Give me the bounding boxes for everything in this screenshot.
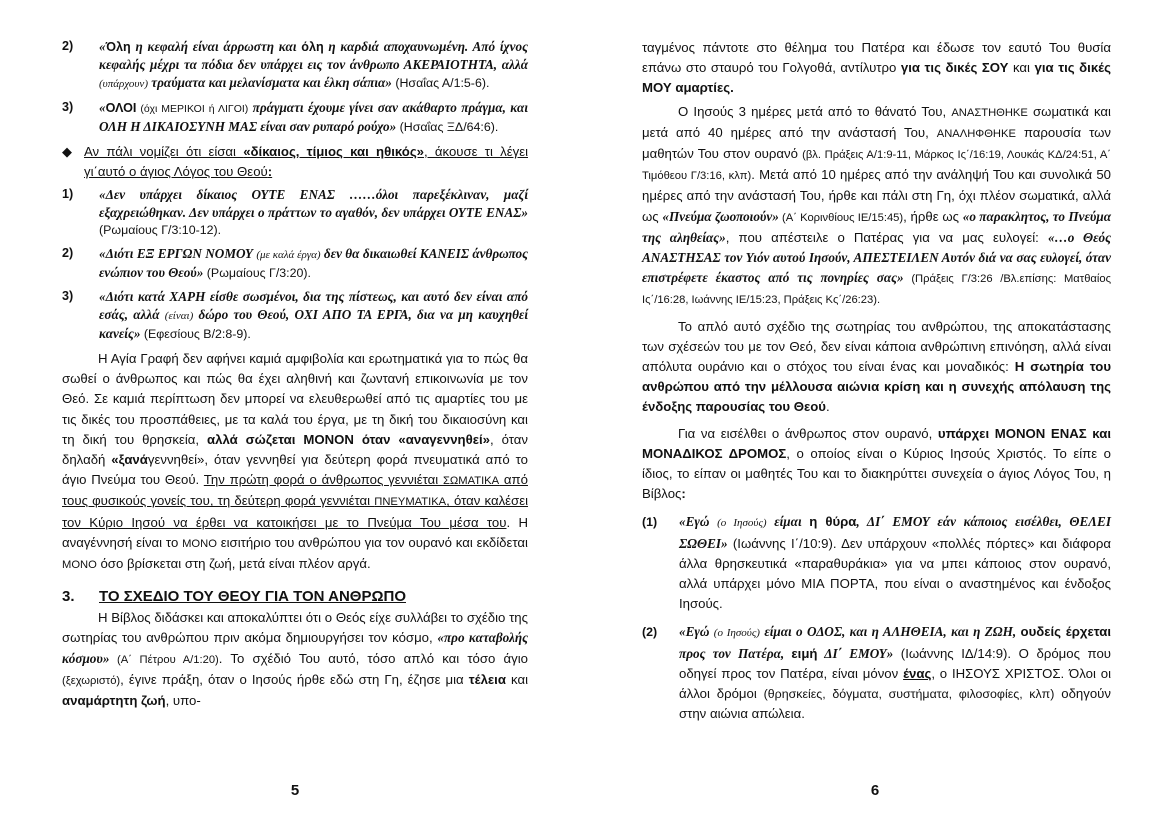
bullet-text — [84, 142, 528, 182]
text-run: παρουσία των μαθητών Του στον ουρανό — [642, 124, 1111, 162]
numbered-item — [62, 245, 528, 282]
text-run: για τις δικές ΜΟΥ αμαρτίες. — [642, 60, 1111, 96]
text-run: «…ο Θεός ΑΝΑΣΤΗΣΑΣ τον Υιόν αυτού Ιησούν, ΑΠΕΣΤΕΙΛΕΝ Αυτόν διά να σας ευλογεί, όταν επιστρέφετε έκαστος από τις πονηρίες σας» — [642, 229, 1111, 286]
item-number: 2) — [62, 39, 74, 53]
numbered-item — [62, 186, 528, 239]
text-run: «Διότι κατά ΧΑΡΗ είσθε σωσμένοι, δια της πίστεως, και αυτό δεν είναι από εσάς, αλλά — [99, 289, 528, 322]
text-run: από τους φυσικούς γονείς του, τη δεύτερη φορά γεννιέται — [62, 472, 528, 509]
text-run: ΟΛΟΙ — [105, 101, 137, 115]
text-run: εισιτήριο του ανθρώπου για τον ουρανό και εκδίδεται — [216, 534, 528, 550]
text-run: για τις δικές ΣΟΥ — [900, 60, 1009, 76]
numbered-item — [642, 622, 1111, 724]
text-run: (Ησαΐας Α/1:5-6). — [391, 76, 490, 90]
text-run: είμαι — [766, 514, 810, 530]
text-run: (βλ. Πράξεις Α/1:9-11, Μάρκος Ις΄/16:19, Λουκάς ΚΔ/24:51, Α΄ Τιμόθεου Γ/3:16, κλπ) — [642, 149, 1112, 183]
bullet-point — [62, 142, 528, 182]
text-run: , ο οποίος είναι ο Κύριος Ιησούς Χριστός. Το είπε ο ίδιος, το είπαν οι μαθητές Του και το διακηρύττει συνεχεία ο άγιος Λόγος Του, η Βίβλος — [642, 445, 1111, 502]
text-run: (Ρωμαίους Γ/3:20). — [203, 266, 311, 280]
text-run: τέλεια — [468, 671, 506, 687]
text-run: και — [505, 671, 528, 687]
text-run: Όλη — [105, 40, 131, 54]
text-run: ΔΙ΄ ΕΜΟΥ» — [817, 645, 894, 661]
text-run: ΜΟΝΟ — [62, 559, 97, 572]
text-run: , άκουσε τι λέγει γι΄αυτό ο άγιος Λόγος του Θεού — [84, 144, 528, 179]
text-run: . Η αναγέννησή είναι το — [62, 514, 528, 550]
text-run: αναμάρτητη ζωή — [62, 693, 166, 709]
text-run: «ξανά — [111, 452, 148, 468]
text-run: «προ καταβολής κόσμου» — [62, 630, 528, 666]
page-number: 5 — [290, 782, 300, 799]
text-run: είμαι ο ΟΔΟΣ, και η ΑΛΗΘΕΙΑ, και η ΖΩΗ, — [759, 624, 1021, 640]
text-run: (Ησαΐας ΞΔ/64:6). — [396, 120, 499, 134]
text-run: (ο Ιησούς) — [713, 627, 760, 640]
item-text — [99, 245, 528, 282]
item-number: 3) — [62, 289, 74, 303]
text-run: (υπάρχουν) — [99, 78, 148, 90]
text-run: « — [99, 100, 106, 115]
body-paragraph — [642, 317, 1111, 418]
text-run: . Μετά από 10 ημέρες από την ανάληψή Του και συνολικά 50 ημέρες από την ανάστασή Του, ήρθε και πάλι στη Γη, όχι πλέον σωματικά, αλλά ως — [642, 167, 1111, 224]
text-run: (ο Ιησούς) — [717, 517, 767, 530]
text-run: η θύρα — [809, 514, 857, 530]
body-paragraph — [62, 349, 528, 575]
scripture-list-3 — [642, 512, 1111, 724]
right-page — [642, 38, 1111, 733]
body-paragraph — [642, 424, 1111, 505]
text-run: ΣΩΜΑΤΙΚΑ — [443, 475, 500, 488]
text-run: Η σωτηρία του ανθρώπου από την μέλλουσα αιώνια κρίση και η συνεχής απόλαυση της ένδοξης παρουσίας του Θεού — [642, 359, 1111, 415]
section-number: 3. — [62, 588, 75, 606]
text-run: υπάρχει ΜΟΝΟΝ ΕΝΑΣ και ΜΟΝΑΔΙΚΟΣ ΔΡΟΜΟΣ — [642, 425, 1111, 461]
text-run: ουδείς έρχεται — [1020, 624, 1112, 640]
scripture-list-1 — [62, 38, 528, 136]
text-run: ΑΝΑΣΤΗΘΗΚΕ — [951, 106, 1028, 119]
body-paragraph — [62, 608, 528, 711]
text-run: (Ιωάννης ΙΔ/14:9). Ο δρόμος που οδηγεί προς τον Πατέρα, είναι μόνον — [679, 645, 1112, 681]
text-run: (ξεχωριστό) — [62, 674, 121, 687]
item-text — [99, 38, 528, 93]
text-run: , ήρθε ως — [903, 208, 963, 224]
text-run: σωματικά και μετά από 40 ημέρες από την ανάστασή Του, — [642, 103, 1111, 140]
text-run: (με καλά έργα) — [256, 249, 321, 261]
text-run: Το απλό αυτό σχέδιο της σωτηρίας του ανθρώπου, της αποκατάστασης των σχέσεών του με τον Θεό, δεν είναι κάποια ανθρώπινη επινόηση, αλλά είναι απόλυτα ουράνιο και ο στόχος του είναι ένας και μοναδικός: — [642, 318, 1111, 375]
numbered-item — [62, 99, 528, 136]
item-text — [99, 186, 528, 239]
text-run: Η Βίβλος διδάσκει και αποκαλύπτει ότι ο Θεός είχε συλλάβει το σχέδιο της σωτηρίας του ανθρώπου πριν ακόμα δημιουργήσει τον κόσμο, — [62, 610, 528, 646]
text-run: Ο Ιησούς 3 ημέρες μετά από το θάνατό Του, — [678, 103, 952, 119]
text-run: «δίκαιος, τίμιος και ηθικός» — [243, 144, 425, 159]
text-run: οδηγούν στην αιώνια απώλεια. — [679, 686, 1111, 722]
text-run: «Εγώ — [679, 624, 714, 640]
text-run: , όταν δηλαδή — [62, 431, 528, 468]
text-run: ταγμένος πάντοτε στο θέλημα του Πατέρα και έδωσε τον εαυτό Του θυσία επάνω στο σταυρό του Γολγοθά, αντίλυτρο — [642, 40, 1111, 76]
text-run: «Δεν υπάρχει δίκαιος ΟΥΤΕ ΕΝΑΣ ……όλοι παρεξέκλιναν, μαζί εξαχρειώθηκαν. Δεν υπάρχει ο πράττων το αγαθόν, δεν υπάρχει ΟΥΤΕ ΕΝΑΣ» — [99, 187, 528, 220]
numbered-item — [642, 512, 1111, 614]
item-text — [679, 512, 1111, 614]
text-run: Αν πάλι νομίζει ότι είσαι — [84, 144, 244, 159]
text-run: , έγινε πράξη, όταν ο Ιησούς ήρθε εδώ στη Γη, έζησε μια — [120, 671, 469, 687]
item-text — [679, 622, 1111, 724]
text-run: (είναι) — [164, 310, 194, 322]
text-run: «Εγώ — [679, 514, 718, 530]
text-run: (θρησκείες, δόγματα, συστήματα, φιλοσοφίες, κλπ) — [763, 687, 1055, 702]
text-run: γεννηθεί», όταν γεννηθεί για δεύτερη φορά πνευματικά από το άγιο Πνεύμα του Θεού. — [62, 452, 528, 488]
text-run: η καρδιά αποχαυνωμένη. Από ίχνος κεφαλής μέχρι τα πόδια δεν υπάρχει εις τον άνθρωπο ΑΚΕΡΑΙΟΤΗΤΑ, αλλά — [99, 39, 528, 72]
page-number: 6 — [870, 782, 880, 799]
text-run: αλλά σώζεται ΜΟΝΟΝ όταν «αναγεννηθεί» — [207, 431, 491, 447]
text-run: (όχι ΜΕΡΙΚΟΙ ή ΛΙΓΟΙ) — [136, 103, 249, 115]
text-run: . Το σχέδιό Του αυτό, τόσο απλό και τόσο άγιο — [218, 650, 528, 666]
text-run: ΠΝΕΥΜΑΤΙΚΑ — [374, 496, 447, 509]
body-paragraph — [642, 38, 1111, 99]
text-run: προς τον Πατέρα, — [679, 645, 792, 661]
text-run: ένας — [903, 665, 932, 681]
text-run: «ο παρακλητος, το Πνεύμα της αληθείας» — [642, 208, 1111, 245]
section-title: ΤΟ ΣΧΕΔΙΟ ΤΟΥ ΘΕΟΥ ΓΙΑ ΤΟΝ ΑΝΘΡΩΠΟ — [99, 588, 406, 606]
text-run: , υπο- — [165, 693, 201, 709]
scripture-list-2 — [62, 186, 528, 343]
text-run: Την πρώτη φορά ο άνθρωπος γεννιέται — [203, 472, 444, 488]
numbered-item — [62, 38, 528, 93]
text-run: ειμή — [791, 645, 818, 661]
text-run: (Α΄ Κορινθίους ΙΕ/15:45) — [778, 211, 904, 224]
text-run: : — [681, 486, 686, 502]
body-paragraph — [642, 102, 1111, 311]
item-text — [99, 99, 528, 136]
text-run: η κεφαλή είναι άρρωστη και — [130, 39, 302, 54]
text-run: , όταν καλέσει τον Κύριο Ιησού να έρθει να κατοικήσει με το Πνεύμα Του μέσα του — [62, 493, 529, 530]
text-run: (Ιωάννης Ι΄/10:9). Δεν υπάρχουν «πολλές πόρτες» και διάφορα άλλα θρησκευτικά «παραθυράκια» για να μπει κάποιος στον ουρανό, αλλά υπάρχει μόνο ΜΙΑ ΠΟΡΤΑ, που είναι ο αναστημένος και ένδοξος Ιησούς. — [679, 535, 1111, 612]
numbered-item — [62, 288, 528, 343]
item-text — [99, 288, 528, 343]
text-run: όλη — [301, 40, 324, 54]
text-run: ΜΟΝΟ — [182, 537, 217, 550]
text-run: «Πνεύμα ζωοποιούν» — [662, 208, 779, 224]
text-run: (Ρωμαίους Γ/3:10-12). — [99, 223, 222, 237]
text-run: Για να εισέλθει ο άνθρωπος στον ουρανό, — [678, 425, 938, 441]
text-run: δεν θα δικαιωθεί ΚΑΝΕΙΣ άνθρωπος ενώπιον του Θεού» — [99, 246, 528, 280]
section-heading — [62, 588, 528, 606]
text-run: ΑΝΑΛΗΦΘΗΚΕ — [936, 127, 1016, 140]
text-run: (Α΄ Πέτρου Α/1:20) — [109, 653, 219, 666]
text-run: , που απέστειλε ο Πατέρας για να μας ευλογεί: — [725, 229, 1048, 245]
item-number: 2) — [62, 246, 74, 260]
text-run: . — [826, 399, 830, 415]
left-page — [62, 38, 528, 711]
text-run: (Εφεσίους Β/2:8-9). — [140, 327, 251, 341]
text-run: , ο ΙΗΣΟΥΣ ΧΡΙΣΤΟΣ. Όλοι οι άλλοι δρόμοι — [679, 665, 1112, 702]
diamond-bullet-icon: ◆ — [62, 144, 72, 159]
text-run: πράγματι έχουμε γίνει σαν ακάθαρτο πράγμα, και ΟΛΗ Η ΔΙΚΑΙΟΣΥΝΗ ΜΑΣ είναι σαν ρυπαρό ρούχο» — [99, 100, 529, 134]
text-run: όσο βρίσκεται στη ζωή, μετά είναι πλέον αργά. — [96, 556, 371, 572]
text-run: «Διότι ΕΞ ΕΡΓΩΝ ΝΟΜΟΥ — [99, 246, 257, 261]
item-number: 1) — [62, 187, 74, 201]
text-run: τραύματα και μελανίσματα και έλκη σάπια» — [147, 75, 392, 90]
text-run: : — [267, 164, 273, 179]
item-number: (1) — [642, 515, 658, 530]
text-run: « — [99, 39, 106, 54]
text-run: και — [1008, 60, 1035, 76]
item-number: 3) — [62, 100, 74, 114]
text-run: , ΔΙ΄ ΕΜΟΥ εάν κάποιος εισέλθει, ΘΕΛΕΙ ΣΩΘΕΙ» — [679, 514, 1111, 551]
text-run: (Πράξεις Γ/3:26 /Βλ.επίσης: Ματθαίος Ις΄/16:28, Ιωάννης ΙΕ/15:23, Πράξεις Κς΄/26:23). — [642, 273, 1111, 307]
text-run: δώρο του Θεού, ΟΧΙ ΑΠΟ ΤΑ ΕΡΓΑ, δια να μη καυχηθεί κανείς» — [99, 307, 528, 341]
text-run: Η Αγία Γραφή δεν αφήνει καμιά αμφιβολία και ερωτηματικά για το πώς θα σωθεί ο άνθρωπος και πώς θα έχει αληθινή και ζωντανή επικοινωνία με τον Θεό. Σε καμιά περίπτωση δεν μπορεί να ελευθερωθεί από τις αμαρτίες του με τις δικές του προσπάθειες, με τα καλά του έργα, με τη δική του δικαιοσύνη και τη δική του θρησκεία, — [62, 351, 528, 447]
item-number: (2) — [642, 625, 658, 640]
